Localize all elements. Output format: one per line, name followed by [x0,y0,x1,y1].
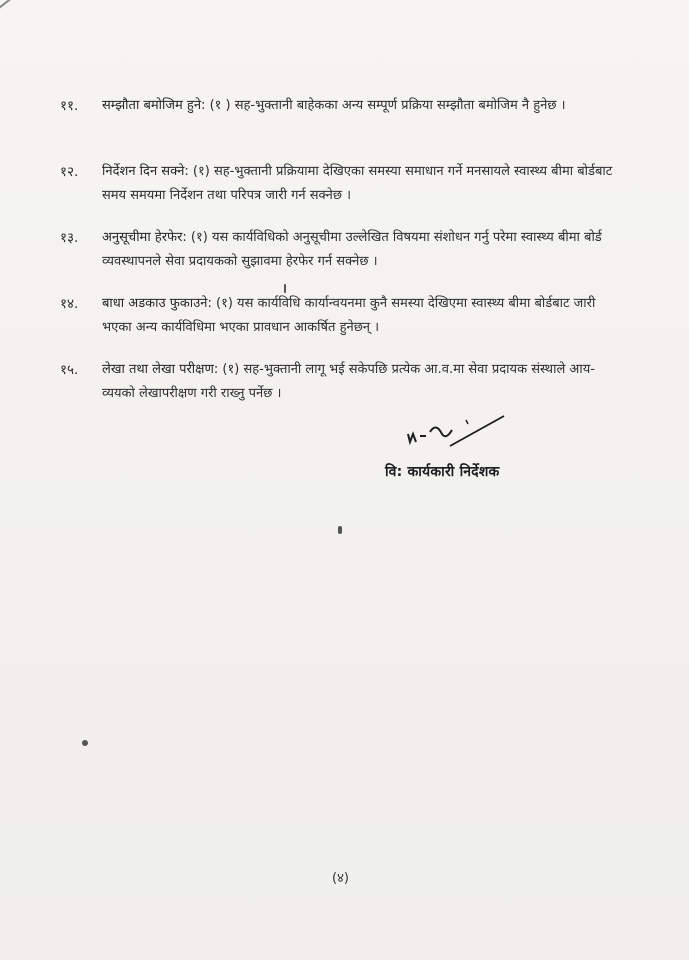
clause-13 [60,226,620,274]
ink-speck [338,526,342,534]
clause-15 [60,358,620,406]
clause-title: सम्झौता बमोजिम हुने: [102,98,206,113]
designation-label: वि: कार्यकारी निर्देशक [385,464,500,480]
page-number: (४) [332,871,349,886]
corner-crease [0,0,46,16]
ink-speck [82,740,88,746]
clause-text: (१) सह-भुक्तानी प्रक्रियामा देखिएका समस्या समाधान गर्ने मनसायले स्वास्थ्य बीमा बोर्डबाट समय समयमा निर्देशन तथा परिपत्र जारी गर्न सक्नेछ । [102,164,613,203]
clause-title: निर्देशन दिन सक्ने: [102,164,189,179]
clause-number: ११. [60,98,79,114]
clause-number: १५. [60,362,79,378]
clause-12 [60,160,620,208]
clause-text: (१) सह-भुक्तानी लागू भई सकेपछि प्रत्येक आ.व.मा सेवा प्रदायक संस्थाले आय-व्ययको लेखापरीक्षण गरी राख्नु पर्नेछ । [102,362,595,401]
handwritten-signature-icon [400,412,510,452]
clause-title: अनुसूचीमा हेरफेर: [102,230,187,245]
clause-text: (१ ) सह-भुक्तानी बाहेकका अन्य सम्पूर्ण प्रक्रिया सम्झौता बमोजिम नै हुनेछ । [205,98,566,113]
clause-title: लेखा तथा लेखा परीक्षण: [102,362,219,377]
clause-text: (१) यस कार्यविधिको अनुसूचीमा उल्लेखित विषयमा संशोधन गर्नु परेमा स्वास्थ्य बीमा बोर्ड व्यवस्थापनले सेवा प्रदायकको सुझावमा हेरफेर गर्न सक्नेछ । [102,230,602,269]
clause-number: १२. [60,164,79,180]
ink-speck [284,284,286,293]
clause-text: (१) यस कार्यविधि कार्यान्वयनमा कुनै समस्या देखिएमा स्वास्थ्य बीमा बोर्डबाट जारी भएका अन्य कार्यविधिमा भएका प्रावधान आकर्षित हुनेछन् । [102,296,596,335]
clause-14 [60,292,620,340]
clause-title: बाधा अडकाउ फुकाउने: [102,296,212,311]
clause-number: १४. [60,296,79,312]
clause-11 [60,94,620,118]
clause-number: १३. [60,230,79,246]
